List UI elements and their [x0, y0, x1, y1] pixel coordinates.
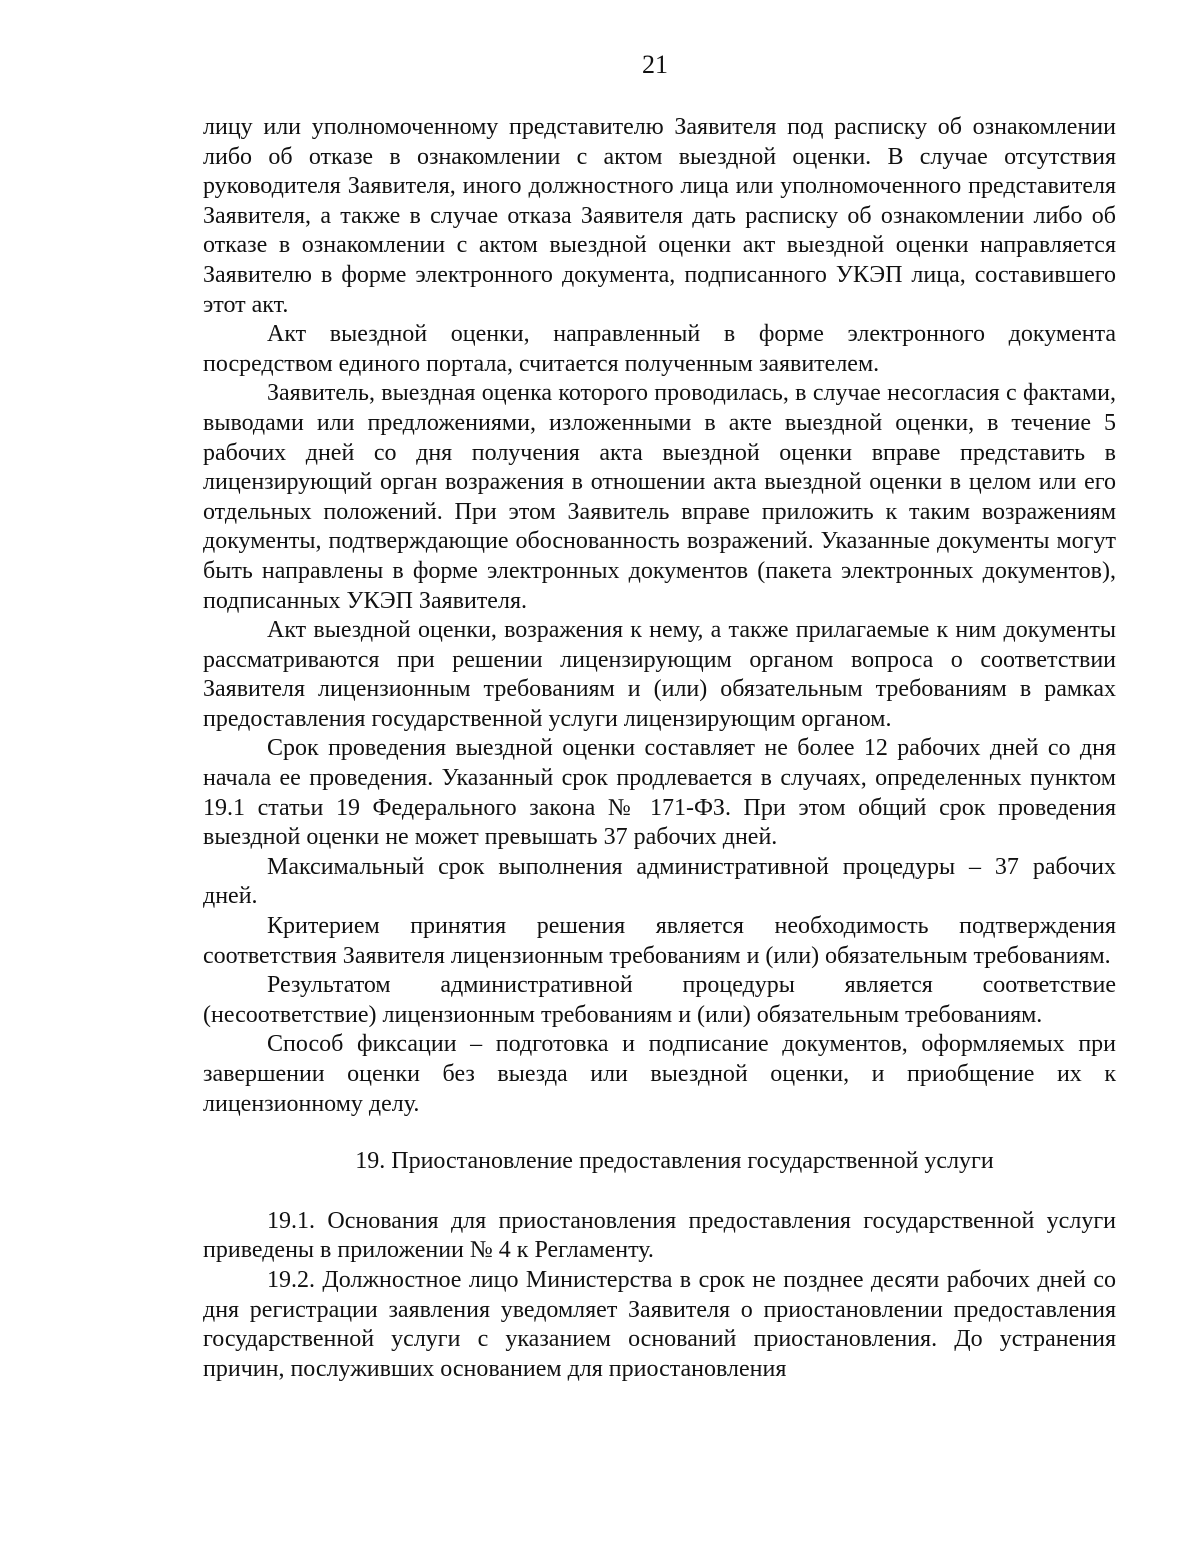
paragraph: Акт выездной оценки, возражения к нему, а также прилагаемые к ним документы рассматриваются при решении лицензирующим органом вопроса о соответствии Заявителя лицензионным требованиям и (или) обязательным требованиям в рамках предоставления государственной услуги лицензирующим органом. — [203, 617, 1116, 732]
document-body — [203, 113, 1116, 1384]
paragraph: Максимальный срок выполнения административной процедуры – 37 рабочих дней. — [203, 853, 1116, 910]
section-heading: 19. Приостановление предоставления государственной услуги — [355, 1148, 994, 1175]
paragraph: Акт выездной оценки, направленный в форме электронного документа посредством единого портала, считается полученным заявителем. — [203, 321, 1116, 377]
paragraph: Результатом административной процедуры является соответствие (несоответствие) лицензионным требованиям и (или) обязательным требованиям. — [203, 972, 1116, 1028]
page-number: 21 — [642, 50, 668, 79]
paragraph: 19.2. Должностное лицо Министерства в срок не позднее десяти рабочих дней со дня регистрации заявления уведомляет Заявителя о приостановлении предоставления государственной услуги с указанием оснований приостановления. До устранения причин, послуживших основанием для приостановления — [203, 1266, 1116, 1382]
paragraph: Критерием принятия решения является необходимость подтверждения соответствия Заявителя лицензионным требованиям и (или) обязательным требованиям. — [203, 913, 1116, 969]
paragraph: Срок проведения выездной оценки составляет не более 12 рабочих дней со дня начала ее проведения. Указанный срок продлевается в случаях, определенных пунктом 19.1 статьи 19 Федерального закона № 171-ФЗ. При этом общий срок проведения выездной оценки не может превышать 37 рабочих дней. — [203, 735, 1116, 851]
paragraph-continuation: лицу или уполномоченному представителю Заявителя под расписку об ознакомлении либо об отказе в ознакомлении с актом выездной оценки. В случае отсутствия руководителя Заявителя, иного должностного лица или уполномоченного представителя Заявителя, а также в случае отказа Заявителя дать расписку об ознакомлении либо об отказе в ознакомлении с актом выездной оценки акт выездной оценки направляется Заявителю в форме электронного документа, подписанного УКЭП лица, составившего этот акт. — [203, 114, 1116, 318]
paragraph: Способ фиксации – подготовка и подписание документов, оформляемых при завершении оценки без выезда или выездной оценки, и приобщение их к лицензионному делу. — [203, 1031, 1116, 1117]
paragraph: 19.1. Основания для приостановления предоставления государственной услуги приведены в приложении № 4 к Регламенту. — [203, 1207, 1116, 1264]
paragraph: Заявитель, выездная оценка которого проводилась, в случае несогласия с фактами, выводами или предложениями, изложенными в акте выездной оценки, в течение 5 рабочих дней со дня получения акта выездной оценки вправе представить в лицензирующий орган возражения в отношении акта выездной оценки в целом или его отдельных положений. При этом Заявитель вправе приложить к таким возражениям документы, подтверждающие обоснованность возражений. Указанные документы могут быть направлены в форме электронных документов (пакета электронных документов), подписанных УКЭП Заявителя. — [203, 380, 1116, 614]
